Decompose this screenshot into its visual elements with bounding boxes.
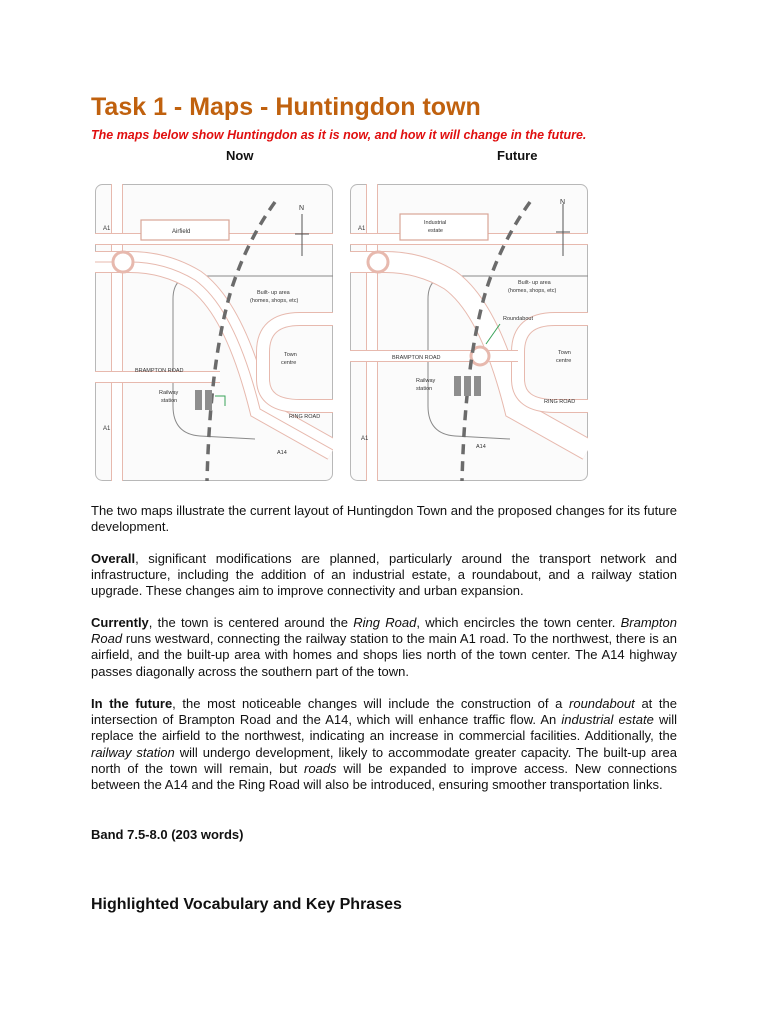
paragraph-overall: Overall, significant modifications are planned, particularly around the transport network and infrastructure, including the addition of an industrial estate, a roundabout, and a railway station upgrade. These changes aim to improve connectivity and urban expansion. xyxy=(91,551,677,599)
paragraph-future: In the future, the most noticeable changes will include the construction of a roundabout at the intersection of Brampton Road and the A14, which will enhance traffic flow. An industrial estate will replace the airfield to the northwest, indicating an increase in commercial facilities. Additionally, the railway station will undergo development, likely to accommodate greater capacity. The built-up area north of the town will remain, but roads will be expanded to improve access. New connections between the A14 and the Ring Road will also be introduced, ensuring smoother transportation links. xyxy=(91,696,677,793)
station-building xyxy=(195,390,202,410)
airfield-label: Airfield xyxy=(172,229,191,235)
railway-label: station xyxy=(161,398,178,404)
paragraph-intro: The two maps illustrate the current layout of Huntingdon Town and the proposed changes for its future development. xyxy=(91,503,677,535)
ring-road-label: RING ROAD xyxy=(544,399,576,405)
station-building xyxy=(454,376,461,396)
town-centre-label: Town xyxy=(558,350,571,356)
town-centre-label: centre xyxy=(281,360,297,366)
a1-label: A1 xyxy=(103,226,111,232)
built-up-label: (homes, shops, etc) xyxy=(508,288,557,294)
a14-label: A14 xyxy=(277,450,287,456)
built-up-label: Built- up area xyxy=(518,280,551,286)
brampton-road-label: BRAMPTON ROAD xyxy=(135,368,184,374)
industrial-label: Industrial xyxy=(424,220,447,226)
map-now xyxy=(95,184,333,481)
industrial-label: estate xyxy=(428,228,443,234)
town-centre-label: Town xyxy=(284,352,297,358)
a1-label: A1 xyxy=(361,436,369,442)
a14-label: A14 xyxy=(476,444,486,450)
roundabout-label: Roundabout xyxy=(503,316,533,322)
brampton-road-label: BRAMPTON ROAD xyxy=(392,355,441,361)
a1-label: A1 xyxy=(103,426,111,432)
station-building xyxy=(464,376,471,396)
ring-road-label: RING ROAD xyxy=(289,414,321,420)
band-score: Band 7.5-8.0 (203 words) xyxy=(91,827,244,842)
railway-label: station xyxy=(416,386,433,392)
now-label: Now xyxy=(226,148,254,163)
railway-label: Railway xyxy=(416,378,436,384)
a1-roundabout xyxy=(113,252,133,272)
north-label: N xyxy=(299,205,305,212)
built-up-label: Built- up area xyxy=(257,290,290,296)
map-future xyxy=(350,184,588,481)
a1-roundabout xyxy=(368,252,388,272)
railway-label: Railway xyxy=(159,390,179,396)
town-centre-label: centre xyxy=(556,358,572,364)
station-building xyxy=(474,376,481,396)
subtitle: The maps below show Huntingdon as it is now, and how it will change in the future. xyxy=(91,128,587,142)
page-title: Task 1 - Maps - Huntingdon town xyxy=(91,93,481,121)
north-label: N xyxy=(560,199,566,206)
built-up-label: (homes, shops, etc) xyxy=(250,298,299,304)
overall-lead: Overall xyxy=(91,551,136,566)
future-label: Future xyxy=(497,148,538,163)
station-building xyxy=(205,390,212,410)
paragraph-currently: Currently, the town is centered around the Ring Road, which encircles the town center. Brampton Road runs westward, connecting the railway station to the main A1 road. To the northwest, there is an airfield, and the built-up area with homes and shops lies north of the town center. The A14 highway passes diagonally across the southern part of the town. xyxy=(91,615,677,679)
a1-label: A1 xyxy=(358,226,366,232)
vocab-heading: Highlighted Vocabulary and Key Phrases xyxy=(91,896,402,913)
industrial-estate xyxy=(400,214,488,240)
